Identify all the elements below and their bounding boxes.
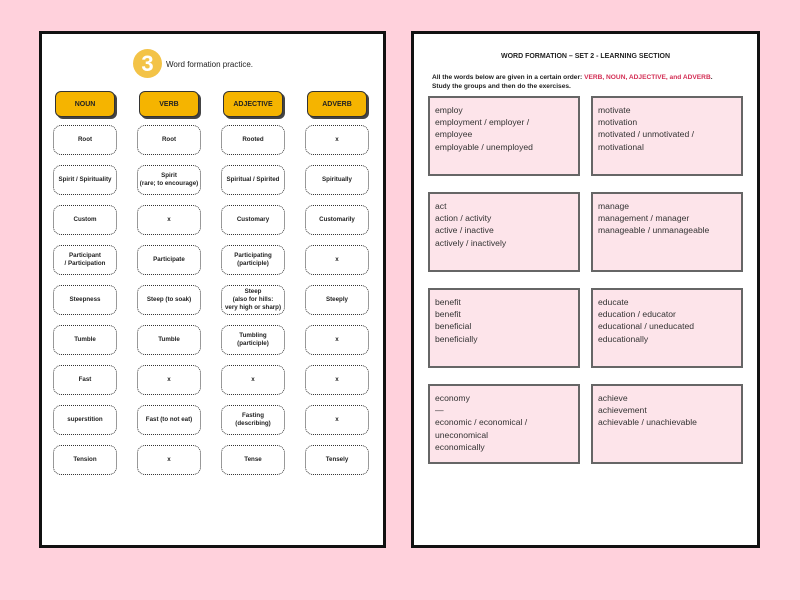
verb-cell: Participate [137,245,201,275]
adverb-cell: Customarily [305,205,369,235]
word-group-box: achieve achievement achievable / unachievable [591,384,743,464]
noun-cell: Tumble [53,325,117,355]
header-noun: NOUN [55,91,115,117]
instructions [432,73,732,91]
verb-cell: x [137,365,201,395]
word-formation-practice-sheet [39,31,386,548]
noun-cell: Participant / Participation [53,245,117,275]
practice-title: Word formation practice. [166,60,253,69]
noun-cell: Fast [53,365,117,395]
verb-cell: Spirit (rare; to encourage) [137,165,201,195]
noun-cell: Tension [53,445,117,475]
verb-cell: x [137,205,201,235]
number-badge: 3 [133,49,162,78]
learning-section-sheet [411,31,760,548]
intro-suffix: . Study the groups and then do the exercises. [432,74,713,91]
verb-cell: x [137,445,201,475]
word-group-box: economy — economic / economical / uneconomical economically [428,384,580,464]
learning-title: WORD FORMATION – SET 2 - LEARNING SECTION [500,53,671,60]
adverb-cell: x [305,245,369,275]
noun-cell: Spirit / Spirituality [53,165,117,195]
verb-cell: Steep (to soak) [137,285,201,315]
adjective-cell: Fasting (describing) [221,405,285,435]
adverb-cell: x [305,365,369,395]
adjective-cell: Customary [221,205,285,235]
adjective-cell: Spiritual / Spirited [221,165,285,195]
adverb-cell: Spiritually [305,165,369,195]
noun-cell: Root [53,125,117,155]
word-group-box: benefit benefit beneficial beneficially [428,288,580,368]
header-verb: VERB [139,91,199,117]
intro-highlight: VERB, NOUN, ADJECTIVE, and ADVERB [584,74,711,81]
word-group-box: educate education / educator educational / uneducated educationally [591,288,743,368]
verb-cell: Fast (to not eat) [137,405,201,435]
verb-cell: Root [137,125,201,155]
adverb-cell: Tensely [305,445,369,475]
verb-cell: Tumble [137,325,201,355]
word-group-box: manage management / manager manageable / unmanageable [591,192,743,272]
noun-cell: Steepness [53,285,117,315]
intro-prefix: All the words below are given in a certain order: [432,74,585,81]
adjective-cell: Tense [221,445,285,475]
adjective-cell: Steep (also for hills: very high or sharp) [221,285,285,315]
word-group-box: act action / activity active / inactive actively / inactively [428,192,580,272]
adjective-cell: Tumbling (participle) [221,325,285,355]
noun-cell: superstition [53,405,117,435]
adverb-cell: Steeply [305,285,369,315]
noun-cell: Custom [53,205,117,235]
header-adjective: ADJECTIVE [223,91,283,117]
header-adverb: ADVERB [307,91,367,117]
word-group-box: motivate motivation motivated / unmotivated / motivational [591,96,743,176]
adverb-cell: x [305,405,369,435]
adjective-cell: Rooted [221,125,285,155]
adverb-cell: x [305,125,369,155]
adjective-cell: Participating (participle) [221,245,285,275]
adjective-cell: x [221,365,285,395]
word-group-box: employ employment / employer / employee employable / unemployed [428,96,580,176]
adverb-cell: x [305,325,369,355]
